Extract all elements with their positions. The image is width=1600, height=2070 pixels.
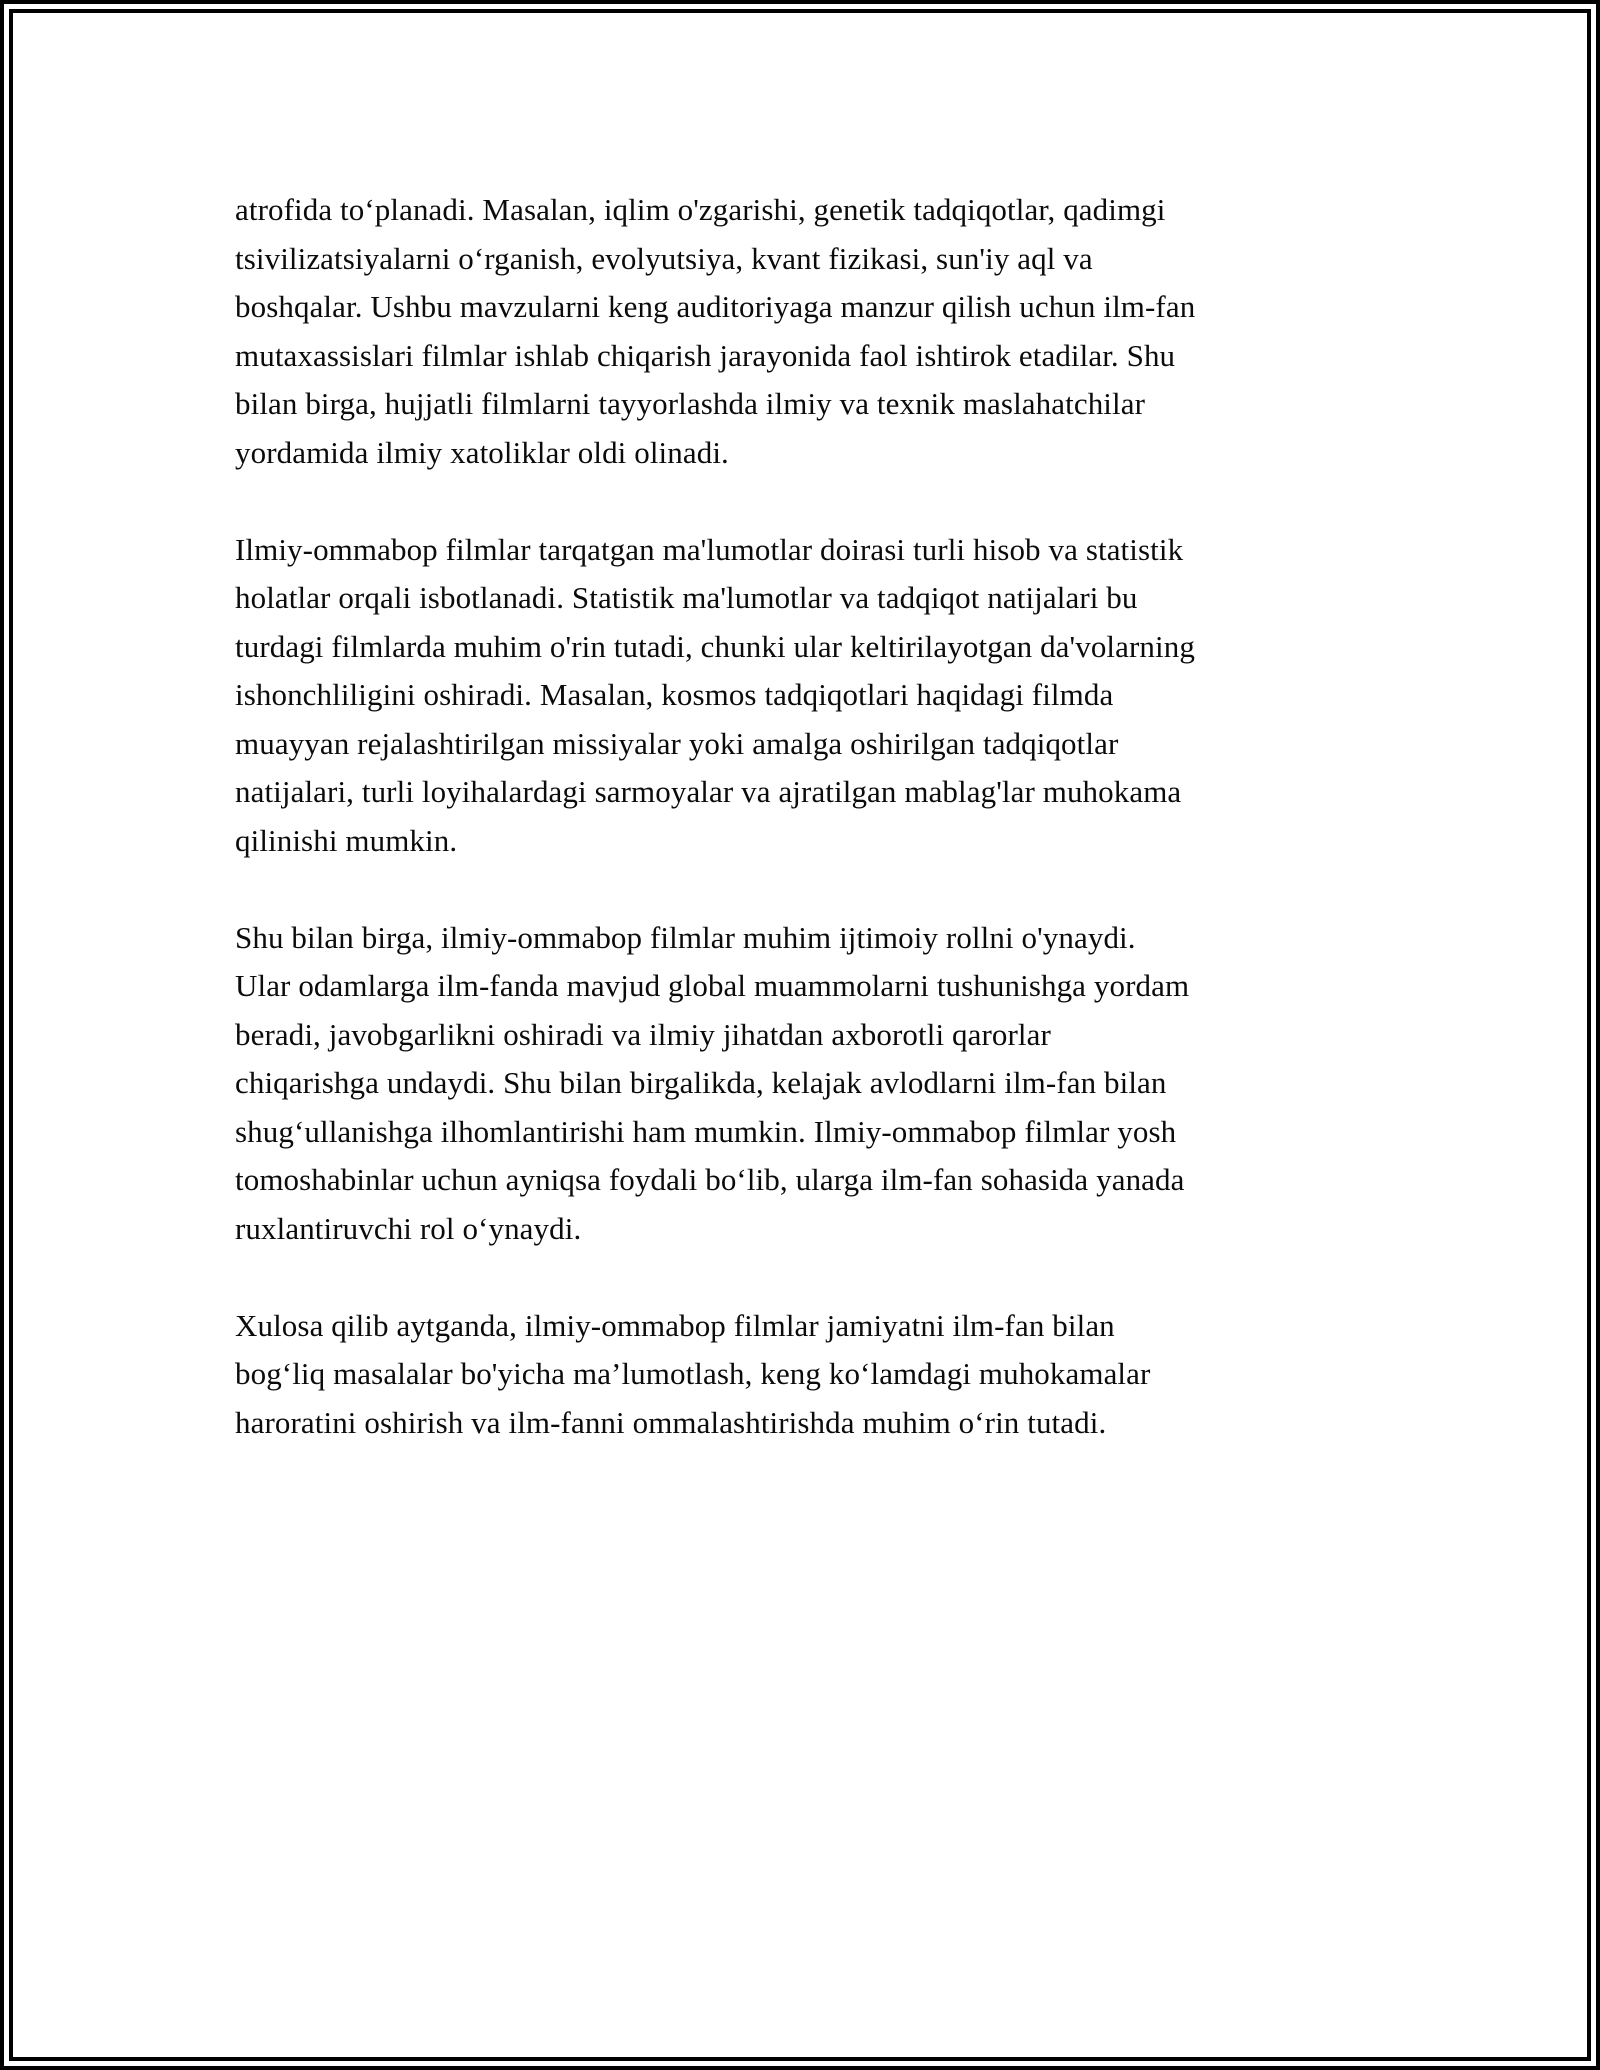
paragraph xyxy=(235,186,1425,477)
text-line: haroratini oshirish va ilm-fanni ommalashtirishda muhim o‘rin tutadi. xyxy=(235,1404,1107,1440)
text-line: shug‘ullanishga ilhomlantirishi ham mumkin. Ilmiy-ommabop filmlar yosh xyxy=(235,1113,1177,1149)
text-line: tomoshabinlar uchun ayniqsa foydali bo‘lib, ularga ilm-fan sohasida yanada xyxy=(235,1162,1185,1197)
text-line: qilinishi mumkin. xyxy=(235,822,458,858)
text-line: bilan birga, hujjatli filmlarni tayyorlashda ilmiy va texnik maslahatchilar xyxy=(235,386,1145,421)
document-text-block xyxy=(235,186,1425,1447)
paragraph xyxy=(235,1302,1425,1448)
paragraph xyxy=(235,526,1425,866)
text-line: natijalari, turli loyihalardagi sarmoyalar va ajratilgan mablag'lar muhokama xyxy=(235,774,1182,809)
text-line: Ilmiy-ommabop filmlar tarqatgan ma'lumotlar doirasi turli hisob va statistik xyxy=(235,531,1184,567)
text-line: beradi, javobgarlikni oshiradi va ilmiy jihatdan axborotli qarorlar xyxy=(235,1016,1051,1052)
text-line: boshqalar. Ushbu mavzularni keng auditoriyaga manzur qilish uchun ilm-fan xyxy=(235,289,1196,324)
text-line: bog‘liq masalalar bo'yicha ma’lumotlash, keng ko‘lamdagi muhokamalar xyxy=(235,1356,1151,1391)
text-line: yordamida ilmiy xatoliklar oldi olinadi. xyxy=(235,434,729,470)
text-line: Ular odamlarga ilm-fanda mavjud global muammolarni tushunishga yordam xyxy=(235,968,1190,1003)
text-line: muayyan rejalashtirilgan missiyalar yoki amalga oshirilgan tadqiqotlar xyxy=(235,725,1119,761)
text-line: atrofida to‘planadi. Masalan, iqlim o'zgarishi, genetik tadqiqotlar, qadimgi xyxy=(235,192,1166,227)
text-line: mutaxassislari filmlar ishlab chiqarish jarayonida faol ishtirok etadilar. Shu xyxy=(235,337,1176,373)
paragraph xyxy=(235,914,1425,1254)
text-line: Xulosa qilib aytganda, ilmiy-ommabop filmlar jamiyatni ilm-fan bilan xyxy=(235,1307,1115,1343)
text-line: chiqarishga undaydi. Shu bilan birgalikda, kelajak avlodlarni ilm-fan bilan xyxy=(235,1065,1167,1100)
text-line: ruxlantiruvchi rol o‘ynaydi. xyxy=(235,1210,582,1246)
text-line: holatlar orqali isbotlanadi. Statistik ma'lumotlar va tadqiqot natijalari bu xyxy=(235,580,1138,615)
text-line: ishonchliligini oshiradi. Masalan, kosmos tadqiqotlari haqidagi filmda xyxy=(235,677,1114,712)
text-line: tsivilizatsiyalarni o‘rganish, evolyutsiya, kvant fizikasi, sun'iy aql va xyxy=(235,240,1093,276)
text-line: Shu bilan birga, ilmiy-ommabop filmlar muhim ijtimoiy rollni o'ynaydi. xyxy=(235,919,1136,955)
text-line: turdagi filmlarda muhim o'rin tutadi, chunki ular keltirilayotgan da'volarning xyxy=(235,628,1195,664)
